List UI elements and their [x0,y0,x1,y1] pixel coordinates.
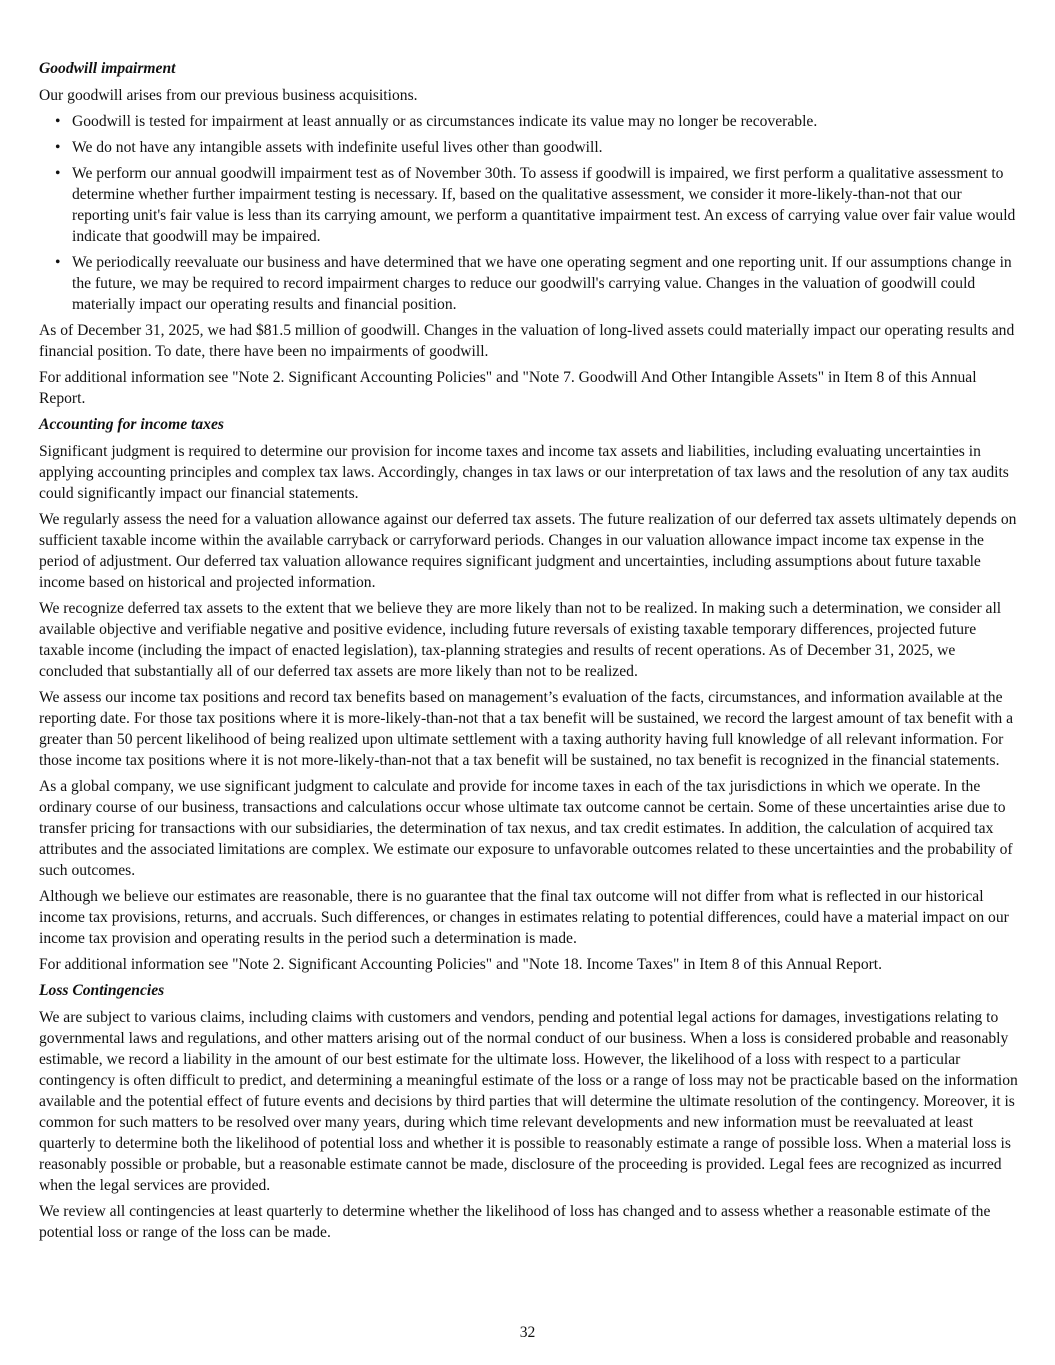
paragraph: For additional information see "Note 2. Significant Accounting Policies" and "Note 7. Goodwill And Other Intangible Assets" in Item 8 of this Annual Report. [39,369,977,407]
paragraph: Significant judgment is required to determine our provision for income taxes and income tax assets and liabilities, including evaluating uncertainties in applying accounting principles and complex tax laws. Accordingly, changes in tax laws or our interpretation of tax laws and the resolution of any tax audits could significantly impact our financial statements. [39,443,1009,502]
bullet-icon: • [55,165,61,182]
section-heading: Goodwill impairment [39,60,176,77]
paragraph: We assess our income tax positions and record tax benefits based on management’s evaluation of the facts, circumstances, and information available at the reporting date. For those tax positions where it is more-likely-than-not that a tax benefit will be sustained, we record the largest amount of tax benefit with a greater than 50 percent likelihood of being realized upon ultimate settlement with a taxing authority having full knowledge of all relevant information. For those income tax positions where it is not more-likely-than-not that a tax benefit will be sustained, no tax benefit is recognized in the financial statements. [39,689,1014,769]
paragraph: We regularly assess the need for a valuation allowance against our deferred tax assets. The future realization of our deferred tax assets ultimately depends on sufficient taxable income within the available carryback or carryforward periods. Changes in our valuation allowance impact income tax expense in the period of adjustment. Our deferred tax valuation allowance requires significant judgment and uncertainties, including assumptions about future taxable income based on historical and projected information. [39,511,1017,591]
section-goodwill-impairment [39,58,1019,409]
list-item: • Goodwill is tested for impairment at least annually or as circumstances indicate its value may no longer be recoverable. [55,113,818,130]
bullet-icon: • [55,254,61,271]
page-number: 32 [519,1324,536,1341]
paragraph: We review all contingencies at least quarterly to determine whether the likelihood of loss has changed and to assess whether a reasonable estimate of the potential loss or range of the loss can be made. [39,1203,991,1241]
section-loss-contingencies [39,980,1019,1243]
paragraph: Although we believe our estimates are reasonable, there is no guarantee that the final tax outcome will not differ from what is reflected in our historical income tax provisions, returns, and accruals. Such differences, or changes in estimates relating to potential differences, could have a material impact on our income tax provision and operating results in the period such a determination is made. [39,888,1009,947]
paragraph: We are subject to various claims, including claims with customers and vendors, pending and potential legal actions for damages, investigations relating to governmental laws and regulations, and other matters arising out of the normal conduct of our business. When a loss is considered probable and reasonably estimable, we record a liability in the amount of our best estimate for the ultimate loss. However, the likelihood of a loss with respect to a particular contingency is often difficult to predict, and determining a meaningful estimate of the loss or a range of loss may not be practicable based on the information available and the potential effect of future events and decisions by third parties that will determine the ultimate resolution of the contingency. Moreover, it is common for such matters to be resolved over many years, during which time relevant developments and new information must be reevaluated at least quarterly to determine both the likelihood of potential loss and whether it is possible to reasonably estimate a range of possible loss. When a material loss is reasonably possible or probable, but a reasonable estimate cannot be made, disclosure of the proceeding is provided. Legal fees are recognized as incurred when the legal services are provided. [39,1009,1018,1194]
paragraph: As a global company, we use significant judgment to calculate and provide for income taxes in each of the tax jurisdictions in which we operate. In the ordinary course of our business, transactions and calculations occur whose ultimate tax outcome cannot be certain. Some of these uncertainties arise due to transfer pricing for transactions with our subsidiaries, the determination of tax nexus, and tax credit estimates. In addition, the calculation of acquired tax attributes and the associated limitations are complex. We estimate our exposure to unfavorable outcomes related to these uncertainties and the probability of such outcomes. [39,778,1013,879]
bullet-icon: • [55,113,61,130]
paragraph: As of December 31, 2025, we had $81.5 million of goodwill. Changes in the valuation of long-lived assets could materially impact our operating results and financial position. To date, there have been no impairments of goodwill. [39,322,1015,360]
list-item: • We do not have any intangible assets with indefinite useful lives other than goodwill. [55,139,603,156]
paragraph: We recognize deferred tax assets to the extent that we believe they are more likely than not to be realized. In making such a determination, we consider all available objective and verifiable negative and positive evidence, including future reversals of existing taxable temporary differences, projected future taxable income (including the impact of enacted legislation), tax-planning strategies and results of recent operations. As of December 31, 2025, we concluded that substantially all of our deferred tax assets are more likely than not to be realized. [39,600,1002,680]
list-item: • We periodically reevaluate our business and have determined that we have one operating segment and one reporting unit. If our assumptions change in the future, we may be required to record impairment charges to reduce our goodwill's carrying value. Changes in the valuation of goodwill could materially impact our operating results and financial position. [55,254,1012,313]
list-item: • We perform our annual goodwill impairment test as of November 30th. To assess if goodwill is impaired, we first perform a qualitative assessment to determine whether further impairment testing is necessary. If, based on the qualitative assessment, we consider it more-likely-than-not that our reporting unit's fair value is less than its carrying amount, we perform a quantitative impairment test. An excess of carrying value over fair value would indicate that goodwill may be impaired. [55,165,1016,245]
section-heading: Accounting for income taxes [39,416,224,433]
document-page [39,58,1019,1248]
bullet-icon: • [55,139,61,156]
section-heading: Loss Contingencies [39,982,165,999]
paragraph: Our goodwill arises from our previous business acquisitions. [39,87,418,104]
bullet-list [39,111,1019,315]
section-income-taxes [39,414,1019,975]
paragraph: For additional information see "Note 2. Significant Accounting Policies" and "Note 18. Income Taxes" in Item 8 of this Annual Report. [39,956,883,973]
